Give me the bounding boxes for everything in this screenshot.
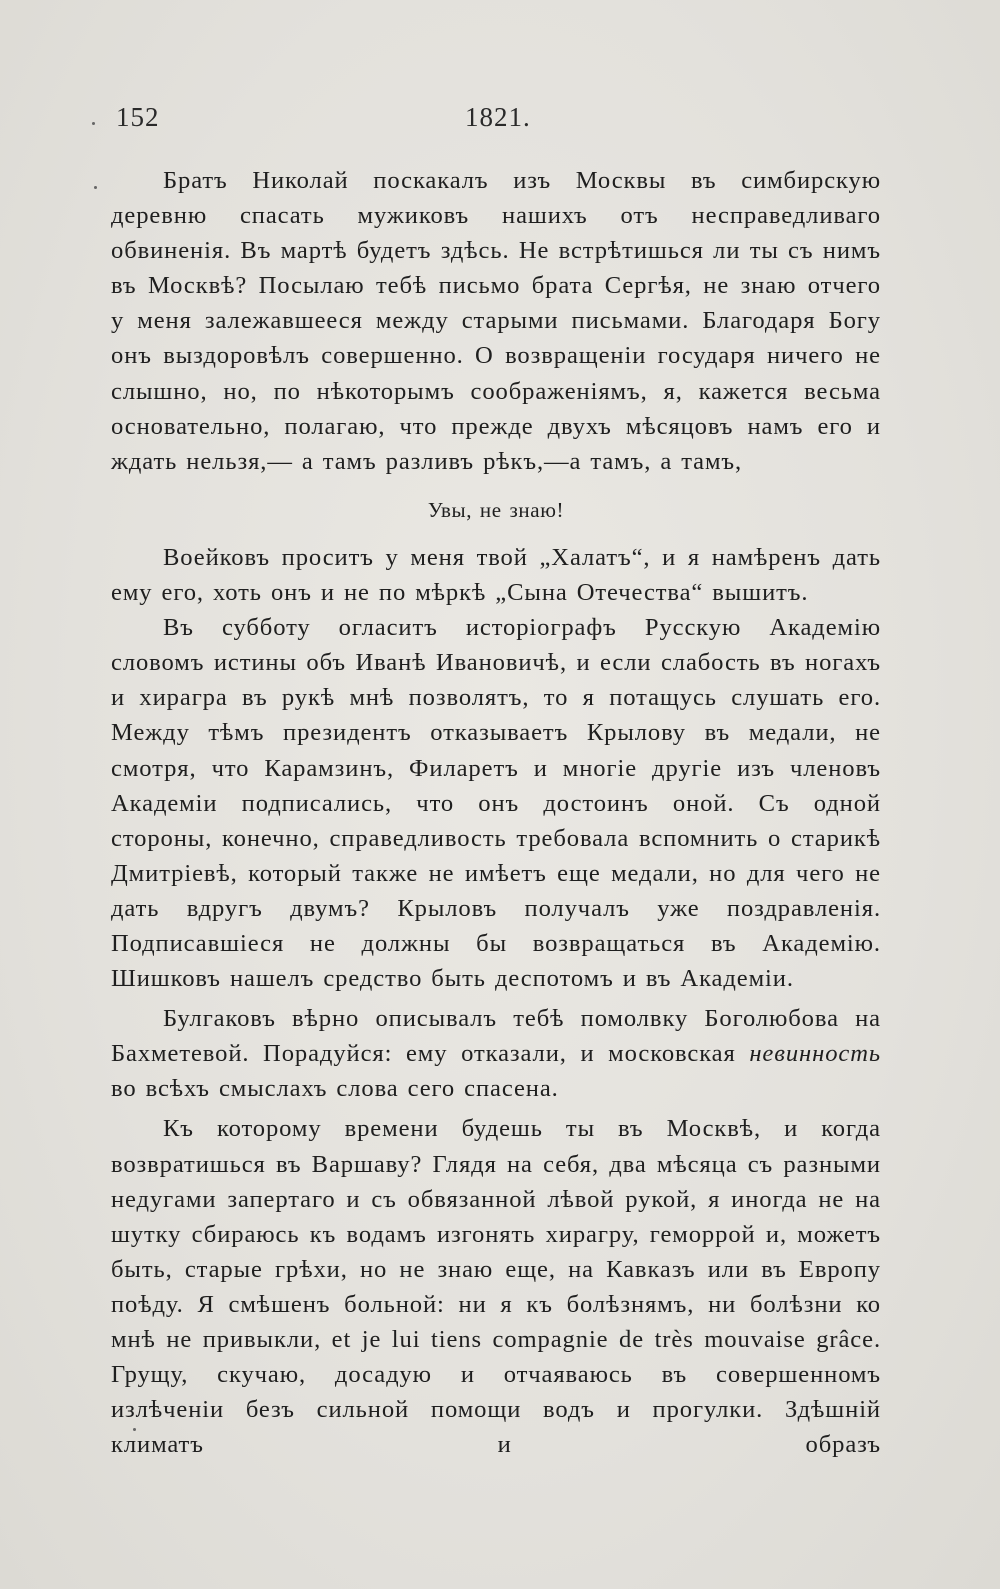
running-head-year: 1821. <box>465 102 531 132</box>
paragraph-3: Въ субботу огласитъ исторіографъ Русскую Академію словомъ истины объ Иванѣ Ивановичѣ, и если слабость въ ногахъ и хирагра въ рукѣ мнѣ позволятъ, то я потащусь слушать его. Между тѣмъ президентъ отказываетъ Крылову въ медали, не смотря, что Карамзинъ, Филаретъ и многіе другіе изъ членовъ Академіи подписались, что онъ достоинъ оной. Съ одной стороны, конечно, справедливость требовала вспомнить о старикѣ Дмитріевѣ, который также не имѣетъ еще медали, но для чего не дать вдругъ двумъ? Крыловъ получалъ уже поздравленія. Подписавшіеся не должны бы возвращаться въ Академію. Шишковъ нашелъ средство быть деспотомъ и въ Академіи. <box>111 614 881 993</box>
paragraph-4-text-after: во всѣхъ смыслахъ слова сего спасена. <box>111 1075 559 1103</box>
print-speck <box>133 1428 136 1431</box>
paragraph-2: Воейковъ проситъ у меня твой „Халатъ“, и я намѣренъ дать ему его, хоть онъ и не по мѣркѣ „Сына Отечества“ вышитъ. <box>111 543 881 607</box>
print-speck <box>94 186 97 189</box>
page-header <box>0 102 1000 142</box>
print-speck <box>92 122 95 125</box>
page-number: 152 <box>116 102 160 132</box>
paragraph-1: Братъ Николай поскакалъ изъ Москвы въ симбирскую деревню спасать мужиковъ нашихъ отъ несправедливаго обвиненія. Въ мартѣ будетъ здѣсь. Не встрѣтишься ли ты съ нимъ въ Москвѣ? Посылаю тебѣ письмо брата Сергѣя, не знаю отчего у меня залежавшееся между старыми письмами. Благодаря Богу онъ выздоровѣлъ совершенно. О возвращеніи государя ничего не слышно, но, по нѣкоторымъ соображеніямъ, я, кажется весьма основательно, полагаю, что прежде двухъ мѣсяцовъ намъ его и ждать нельзя,— а тамъ разливъ рѣкъ,—а тамъ, а тамъ, <box>111 167 881 475</box>
paragraph-4-text-before: Булгаковъ вѣрно описывалъ тебѣ помолвку Боголюбова на Бахметевой. Порадуйся: ему отказали, и московская <box>111 1005 881 1068</box>
verse-line: Увы, не знаю! <box>427 497 565 522</box>
paragraph-4 <box>111 1001 881 1106</box>
letter-body <box>111 163 881 1462</box>
paragraph-5: Къ которому времени будешь ты въ Москвѣ, и когда возвратишься въ Варшаву? Глядя на себя, два мѣсяца съ разными недугами запертаго и съ обвязанной лѣвой рукой, я иногда не на шутку сбираюсь къ водамъ изгонять хирагру, геморрой и, можетъ быть, старые грѣхи, но не знаю еще, на Кавказъ или въ Европу поѣду. Я смѣшенъ больной: ни я къ болѣзнямъ, ни болѣзни ко мнѣ не привыкли, et je lui tiens compagnie de très mouvaise grâce. Грущу, скучаю, досадую и отчаяваюсь въ совершенномъ излѣченіи безъ сильной помощи водъ и прогулки. Здѣшній климатъ и образъ <box>111 1115 881 1459</box>
italic-word: невинность <box>749 1040 881 1068</box>
